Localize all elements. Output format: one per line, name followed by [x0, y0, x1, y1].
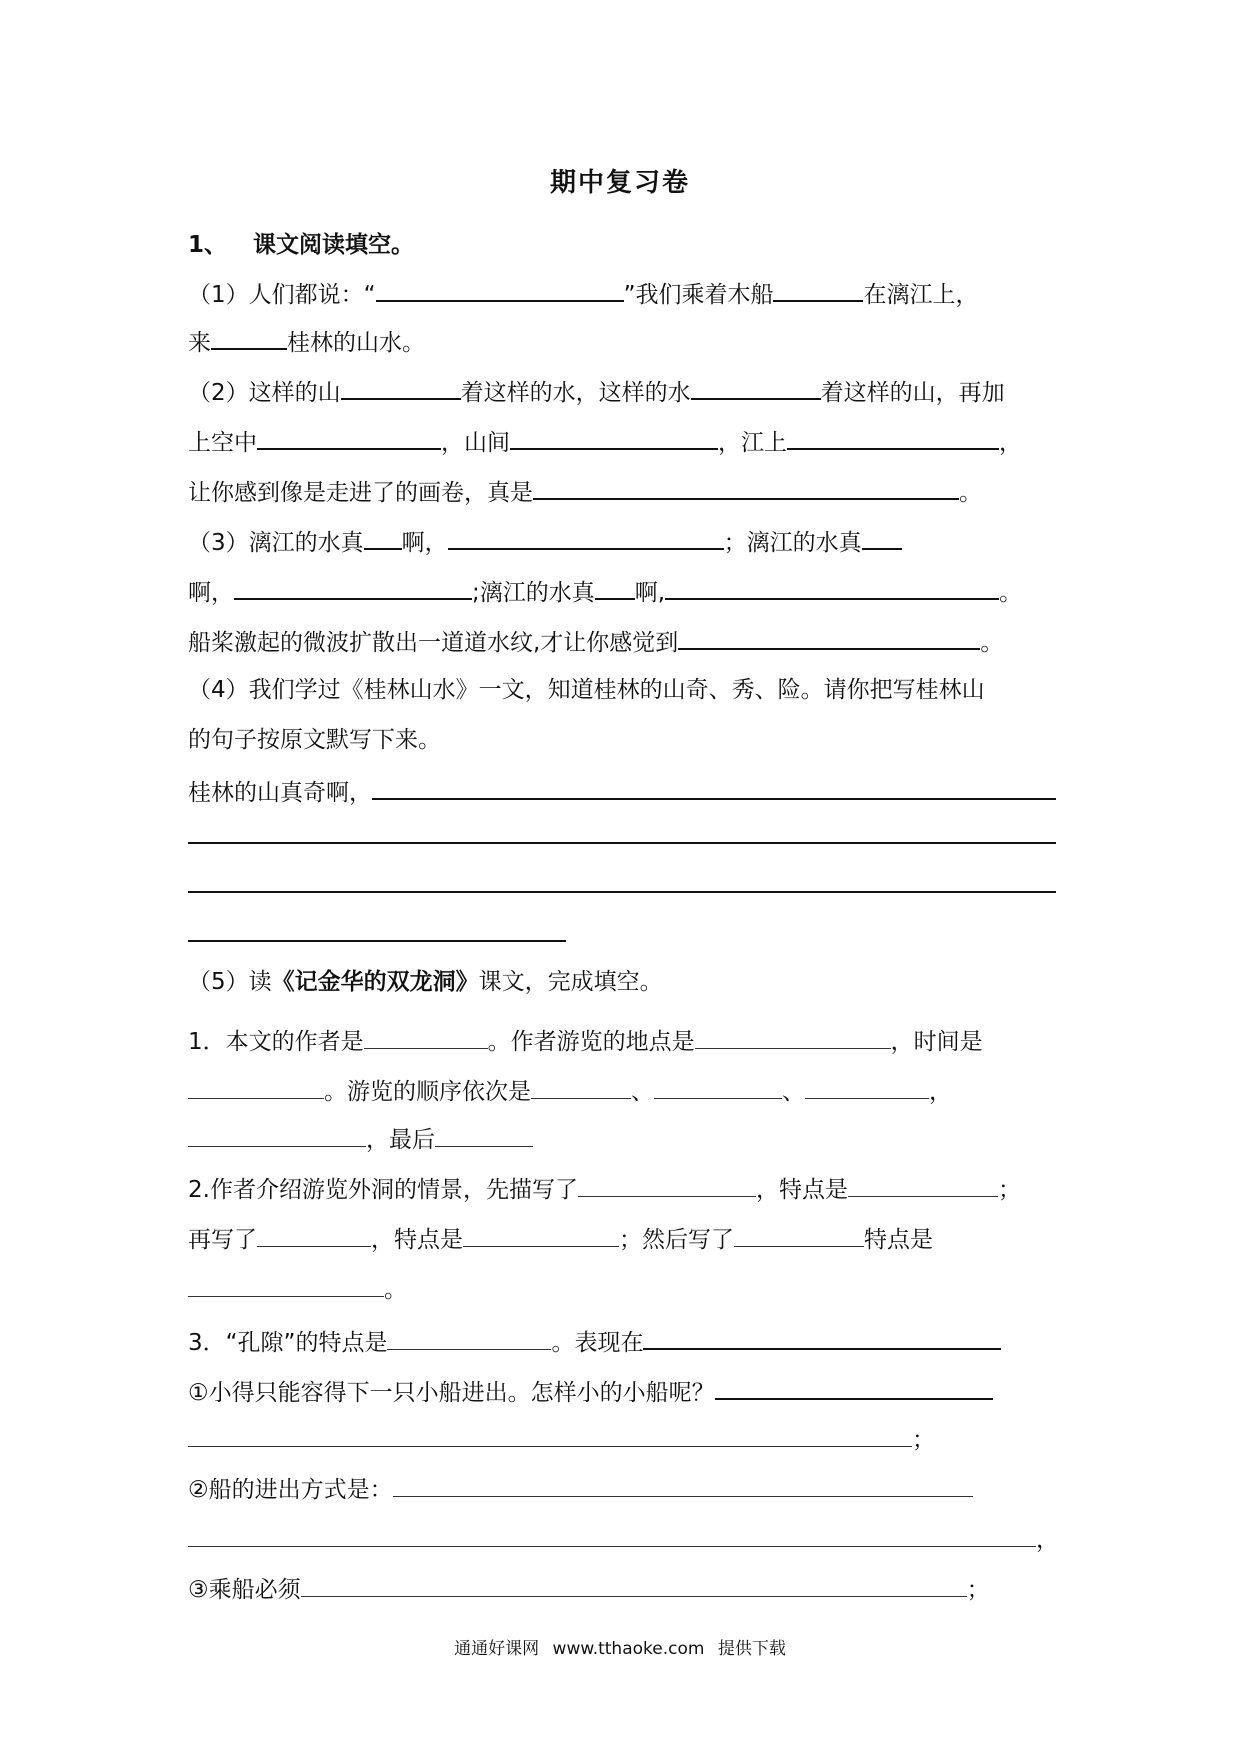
blank[interactable]: [595, 574, 635, 600]
blank[interactable]: [376, 276, 624, 302]
q3-line-3: 船桨激起的微波扩散出一道道水纹,才让你感觉到 。: [188, 624, 1003, 659]
q5-line-4: 2.作者介绍游览外洞的情景，先描写了 ，特点是 ；: [188, 1174, 1021, 1206]
q5-line-5: 再写了 ，特点是 ；然后写了 特点是: [188, 1224, 933, 1256]
page-footer: [0, 1634, 1240, 1659]
blank[interactable]: [188, 1424, 912, 1447]
section-number: 1、: [188, 232, 228, 258]
blank[interactable]: [435, 1124, 533, 1147]
blank[interactable]: [364, 524, 402, 550]
blank[interactable]: [393, 1474, 973, 1497]
blank[interactable]: [211, 324, 287, 350]
q5-line-9: ；: [188, 1424, 935, 1456]
blank[interactable]: [734, 1224, 864, 1247]
q2-line-1: （2）这样的山 着这样的水，这样的水 着这样的山，再加: [188, 374, 1005, 409]
blank[interactable]: [578, 1174, 756, 1197]
blank[interactable]: [463, 1224, 619, 1247]
blank[interactable]: [372, 774, 1056, 800]
blank[interactable]: [654, 1076, 782, 1099]
q3-line-2: 啊， ;漓江的水真 啊, 。: [188, 574, 1022, 609]
blank[interactable]: [341, 374, 461, 400]
blank[interactable]: [234, 574, 472, 600]
blank[interactable]: [787, 424, 999, 450]
q5-line-8: ①小得只能容得下一只小船进出。怎样小的小船呢？: [188, 1374, 993, 1409]
blank[interactable]: [862, 524, 902, 550]
blank[interactable]: [510, 424, 718, 450]
blank[interactable]: [773, 276, 863, 302]
blank[interactable]: [643, 1324, 1001, 1350]
q5-line-2: 。游览的顺序依次是 、 、 ，: [188, 1076, 952, 1108]
blank[interactable]: [691, 374, 821, 400]
blank[interactable]: [257, 1224, 371, 1247]
answer-line[interactable]: [188, 940, 566, 942]
blank[interactable]: [695, 1026, 891, 1049]
page-title: 期中复习卷: [549, 168, 690, 198]
blank[interactable]: [188, 1524, 1036, 1547]
blank[interactable]: [531, 1076, 631, 1099]
q2-line-3: 让你感到像是走进了的画卷，真是 。: [188, 474, 982, 509]
lesson-title: 《记金华的双龙洞》: [271, 969, 479, 995]
blank[interactable]: [188, 1076, 324, 1099]
blank[interactable]: [188, 1274, 384, 1297]
blank[interactable]: [448, 524, 724, 550]
blank[interactable]: [257, 424, 441, 450]
blank[interactable]: [678, 624, 980, 650]
answer-line[interactable]: [188, 891, 1056, 893]
blank[interactable]: [715, 1374, 993, 1400]
q5-line-1: 1．本文的作者是 。作者游览的地点是 ，时间是: [188, 1026, 983, 1058]
q4-line-2: 的句子按原文默写下来。: [188, 727, 441, 753]
q5-line-11: ，: [188, 1524, 1059, 1556]
q5-line-7: 3．“孔隙”的特点是 。表现在: [188, 1324, 1001, 1359]
blank[interactable]: [848, 1174, 998, 1197]
q5-line-10: ②船的进出方式是：: [188, 1474, 973, 1506]
q1-line-2: 来 桂林的山水。: [188, 324, 425, 359]
blank[interactable]: [301, 1574, 967, 1597]
footer-site-name: 通通好课网: [454, 1639, 540, 1659]
footer-tail: 提供下载: [717, 1639, 786, 1659]
q5-line-12: ③乘船必须 ；: [188, 1574, 990, 1606]
answer-line[interactable]: [188, 842, 1056, 844]
q4-line-1: （4）我们学过《桂林山水》一文，知道桂林的山奇、秀、险。请你把写桂林山: [188, 677, 985, 703]
q2-line-2: 上空中 ，山间 ，江上 ，: [188, 424, 1022, 459]
blank[interactable]: [188, 1124, 366, 1147]
blank[interactable]: [364, 1026, 488, 1049]
q3-line-1: （3）漓江的水真 啊， ；漓江的水真: [188, 524, 902, 559]
blank[interactable]: [665, 574, 999, 600]
blank[interactable]: [805, 1076, 929, 1099]
q1-line-1: （1）人们都说：“ ”我们乘着木船 在漓江上，: [188, 276, 978, 311]
blank[interactable]: [533, 474, 959, 500]
q4-line-3: 桂林的山真奇啊，: [188, 774, 1056, 809]
section-heading: [188, 226, 414, 259]
q5-line-3: ，最后: [188, 1124, 533, 1156]
q5-intro: （5）读《记金华的双龙洞》课文，完成填空。: [188, 969, 663, 995]
blank[interactable]: [387, 1327, 551, 1350]
q5-line-6: 。: [188, 1274, 407, 1306]
footer-url[interactable]: www.tthaoke.com: [552, 1639, 705, 1659]
section-label: 课文阅读填空。: [253, 232, 415, 258]
